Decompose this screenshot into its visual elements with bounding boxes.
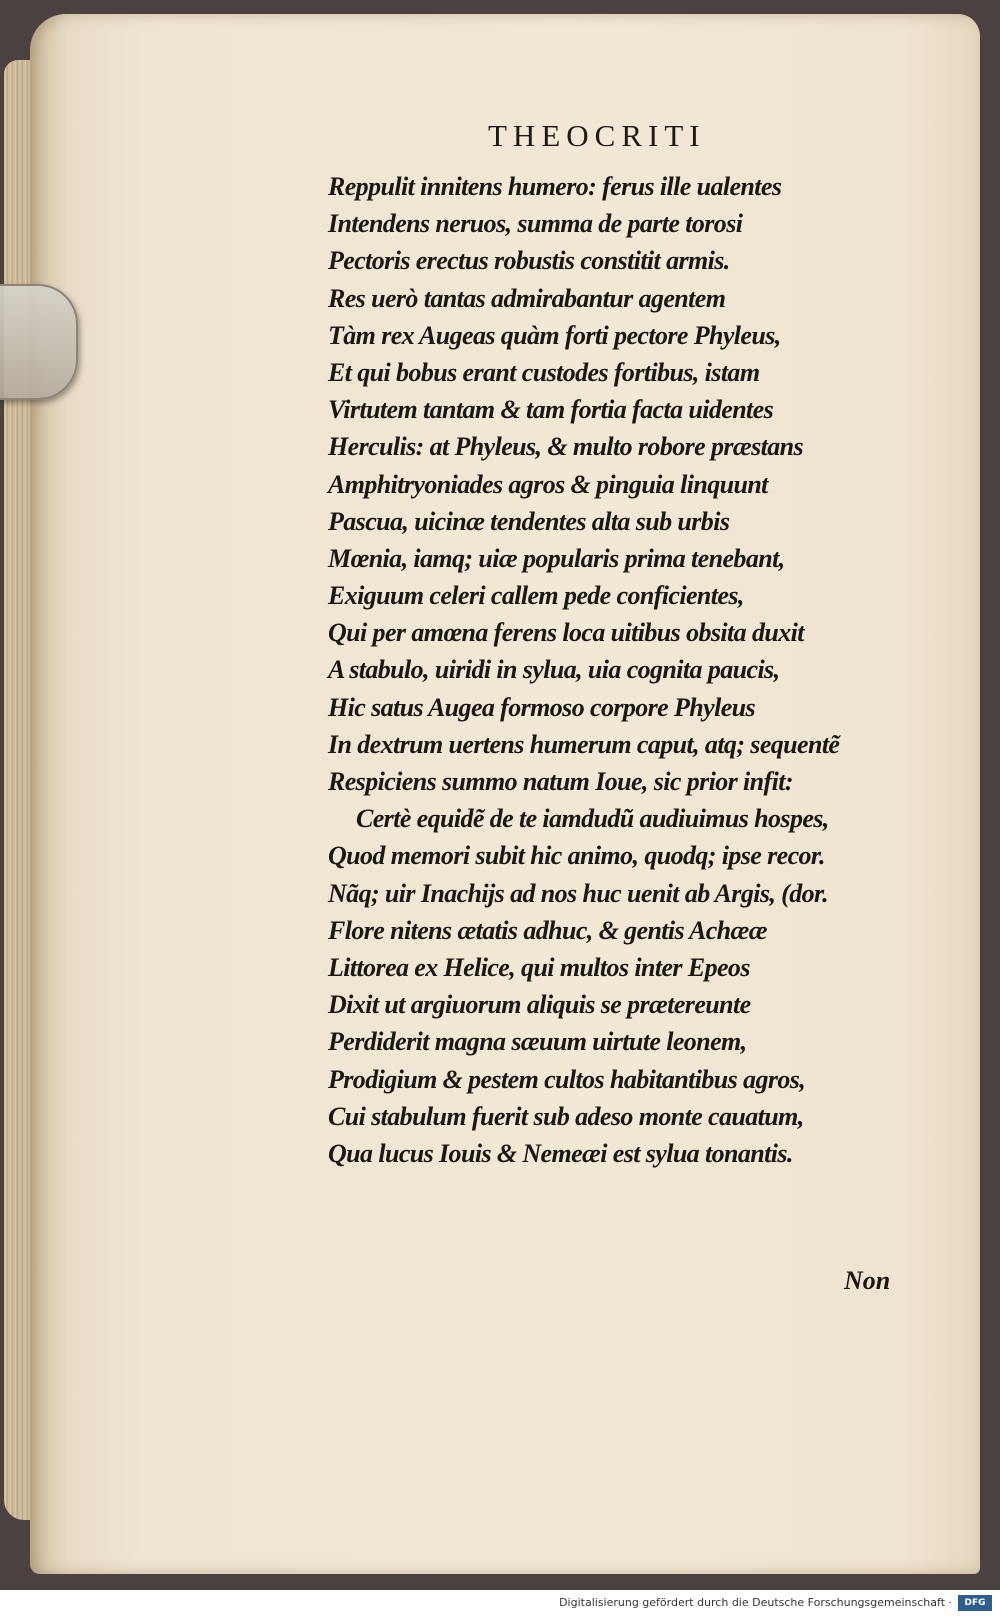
- verse-list: [328, 168, 928, 1172]
- verse-line: A stabulo, uiridi in sylua, uia cognita paucis,: [328, 655, 780, 685]
- verse-line: Virtutem tantam & tam fortia facta uidentes: [328, 395, 774, 425]
- verse-line: Exiguum celeri callem pede conficientes,: [328, 581, 744, 611]
- verse-line: Qua lucus Iouis & Nemeæi est sylua tonantis.: [328, 1138, 793, 1168]
- verse-line: Amphitryoniades agros & pinguia linquunt: [328, 469, 768, 499]
- verse-line: Herculis: at Phyleus, & multo robore præstans: [328, 432, 803, 462]
- verse-line: Hic satus Augea formoso corpore Phyleus: [328, 692, 756, 722]
- footer-credit: Digitalisierung gefördert durch die Deutsche Forschungsgemeinschaft ·: [559, 1596, 952, 1609]
- dfg-logo-icon[interactable]: DFG: [958, 1595, 992, 1611]
- verse-line: Et qui bobus erant custodes fortibus, istam: [328, 357, 760, 387]
- verse-line: Pascua, uicinæ tendentes alta sub urbis: [328, 506, 730, 536]
- verse-line: Flore nitens ætatis adhuc, & gentis Achææ: [328, 915, 767, 945]
- verse-line: Littorea ex Helice, qui multos inter Epeos: [328, 952, 750, 982]
- verse-line: Nãq; uir Inachijs ad nos huc uenit ab Argis, (dor.: [328, 878, 829, 908]
- verse-line: Tàm rex Augeas quàm forti pectore Phyleus,: [328, 320, 781, 350]
- verse-line: Quod memori subit hic animo, quodq; ipse recor.: [328, 841, 825, 871]
- verse-line: Perdiderit magna sæuum uirtute leonem,: [328, 1027, 747, 1057]
- digitization-footer: [0, 1590, 1000, 1617]
- verse-line: Qui per amœna ferens loca uitibus obsita duxit: [328, 618, 804, 648]
- verse-line: Prodigium & pestem cultos habitantibus agros,: [328, 1064, 806, 1094]
- verse-line: Dixit ut argiuorum aliquis se prætereunte: [328, 990, 751, 1020]
- running-head: THEOCRITI: [488, 118, 706, 153]
- verse-line: Res uerò tantas admirabantur agentem: [328, 283, 726, 313]
- verse-line: Mœnia, iamq; uiæ popularis prima tenebant,: [328, 543, 785, 573]
- verse-line: Reppulit innitens humero: ferus ille ualentes: [328, 172, 782, 201]
- verse-line: Pectoris erectus robustis constitit armis.: [328, 246, 730, 276]
- catchword: Non: [844, 1266, 891, 1295]
- page-clip: [0, 284, 78, 400]
- verse-line: Respiciens summo natum Ioue, sic prior infit:: [328, 767, 793, 796]
- verse-line: In dextrum uertens humerum caput, atq; sequentẽ: [328, 729, 840, 759]
- verse-line: Intendens neruos, summa de parte torosi: [328, 209, 743, 239]
- verse-line: Cui stabulum fuerit sub adeso monte cauatum,: [328, 1101, 804, 1131]
- verse-line: Certè equidẽ de te iamdudũ audiuimus hospes,: [356, 804, 829, 834]
